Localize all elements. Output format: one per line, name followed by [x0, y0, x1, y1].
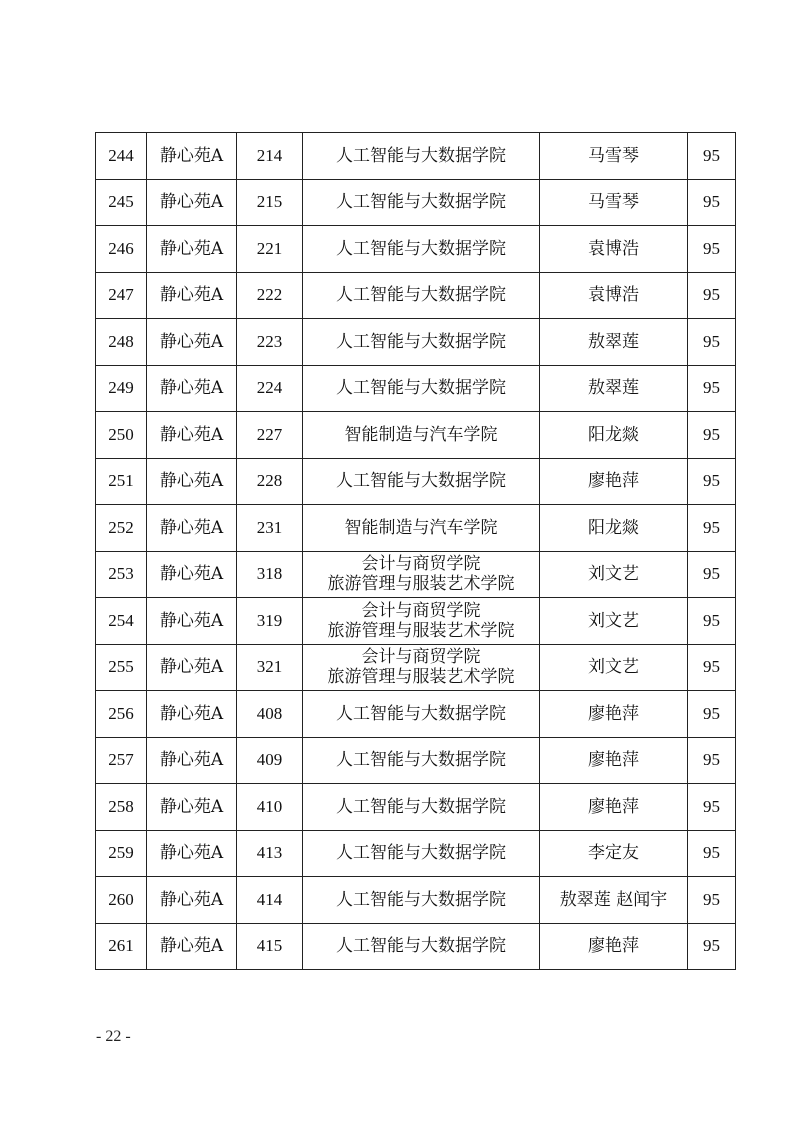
cell-building: 静心苑A	[147, 458, 237, 505]
cell-college	[303, 272, 540, 319]
cell-counselor: 马雪琴	[540, 133, 688, 180]
cell-building: 静心苑A	[147, 598, 237, 645]
cell-room: 319	[237, 598, 303, 645]
cell-college	[303, 830, 540, 877]
cell-college	[303, 737, 540, 784]
college-name: 旅游管理与服装艺术学院	[327, 620, 515, 641]
cell-building: 静心苑A	[147, 923, 237, 970]
cell-number: 250	[96, 412, 147, 459]
cell-counselor: 廖艳萍	[540, 691, 688, 738]
cell-room: 221	[237, 226, 303, 273]
college-name: 人工智能与大数据学院	[336, 285, 506, 306]
cell-building: 静心苑A	[147, 412, 237, 459]
cell-counselor: 敖翠莲	[540, 365, 688, 412]
cell-room: 227	[237, 412, 303, 459]
college-name: 人工智能与大数据学院	[336, 936, 506, 957]
cell-number: 248	[96, 319, 147, 366]
cell-building: 静心苑A	[147, 644, 237, 691]
table-row	[96, 644, 736, 691]
college-name: 旅游管理与服装艺术学院	[327, 667, 515, 688]
table-row	[96, 598, 736, 645]
cell-score: 95	[688, 505, 736, 552]
college-name: 人工智能与大数据学院	[336, 145, 506, 166]
cell-counselor: 廖艳萍	[540, 784, 688, 831]
cell-building: 静心苑A	[147, 179, 237, 226]
cell-room: 231	[237, 505, 303, 552]
cell-building: 静心苑A	[147, 830, 237, 877]
cell-counselor: 阳龙燚	[540, 412, 688, 459]
cell-score: 95	[688, 133, 736, 180]
cell-number: 252	[96, 505, 147, 552]
cell-score: 95	[688, 412, 736, 459]
cell-number: 261	[96, 923, 147, 970]
college-name: 人工智能与大数据学院	[336, 750, 506, 771]
cell-number: 257	[96, 737, 147, 784]
table-body	[96, 133, 736, 970]
cell-building: 静心苑A	[147, 551, 237, 598]
cell-college	[303, 691, 540, 738]
table-row	[96, 551, 736, 598]
cell-college	[303, 226, 540, 273]
cell-counselor: 刘文艺	[540, 551, 688, 598]
cell-room: 413	[237, 830, 303, 877]
cell-building: 静心苑A	[147, 691, 237, 738]
cell-building: 静心苑A	[147, 133, 237, 180]
college-name: 人工智能与大数据学院	[336, 331, 506, 352]
cell-score: 95	[688, 830, 736, 877]
college-name: 智能制造与汽车学院	[344, 424, 498, 445]
cell-room: 409	[237, 737, 303, 784]
cell-score: 95	[688, 458, 736, 505]
cell-room: 408	[237, 691, 303, 738]
cell-room: 214	[237, 133, 303, 180]
cell-score: 95	[688, 272, 736, 319]
cell-college	[303, 458, 540, 505]
cell-score: 95	[688, 737, 736, 784]
college-name: 会计与商贸学院	[361, 600, 481, 621]
cell-room: 215	[237, 179, 303, 226]
table-row	[96, 365, 736, 412]
college-name: 人工智能与大数据学院	[336, 703, 506, 724]
cell-building: 静心苑A	[147, 226, 237, 273]
cell-college	[303, 923, 540, 970]
table-row	[96, 412, 736, 459]
cell-college	[303, 179, 540, 226]
cell-score: 95	[688, 365, 736, 412]
cell-number: 249	[96, 365, 147, 412]
cell-college	[303, 365, 540, 412]
cell-college	[303, 877, 540, 924]
cell-counselor: 袁博浩	[540, 226, 688, 273]
college-name: 人工智能与大数据学院	[336, 889, 506, 910]
cell-room: 223	[237, 319, 303, 366]
cell-counselor: 马雪琴	[540, 179, 688, 226]
cell-number: 254	[96, 598, 147, 645]
table-row	[96, 319, 736, 366]
college-name: 会计与商贸学院	[361, 554, 481, 575]
cell-room: 410	[237, 784, 303, 831]
cell-building: 静心苑A	[147, 505, 237, 552]
cell-counselor: 阳龙燚	[540, 505, 688, 552]
college-name: 人工智能与大数据学院	[336, 843, 506, 864]
college-name: 智能制造与汽车学院	[344, 517, 498, 538]
cell-college	[303, 412, 540, 459]
cell-number: 259	[96, 830, 147, 877]
cell-college	[303, 644, 540, 691]
cell-score: 95	[688, 551, 736, 598]
table-row	[96, 691, 736, 738]
cell-number: 260	[96, 877, 147, 924]
college-name: 人工智能与大数据学院	[336, 796, 506, 817]
dormitory-score-table	[95, 132, 736, 970]
cell-building: 静心苑A	[147, 319, 237, 366]
cell-score: 95	[688, 784, 736, 831]
cell-college	[303, 598, 540, 645]
table-row	[96, 830, 736, 877]
cell-number: 256	[96, 691, 147, 738]
cell-score: 95	[688, 644, 736, 691]
table-row	[96, 133, 736, 180]
college-name: 人工智能与大数据学院	[336, 238, 506, 259]
cell-number: 255	[96, 644, 147, 691]
table-row	[96, 877, 736, 924]
cell-counselor: 敖翠莲 赵闻宇	[540, 877, 688, 924]
cell-score: 95	[688, 691, 736, 738]
cell-building: 静心苑A	[147, 737, 237, 784]
cell-building: 静心苑A	[147, 365, 237, 412]
cell-score: 95	[688, 877, 736, 924]
cell-score: 95	[688, 598, 736, 645]
cell-score: 95	[688, 226, 736, 273]
cell-room: 414	[237, 877, 303, 924]
cell-college	[303, 319, 540, 366]
table-row	[96, 737, 736, 784]
cell-number: 247	[96, 272, 147, 319]
cell-score: 95	[688, 923, 736, 970]
cell-building: 静心苑A	[147, 784, 237, 831]
cell-counselor: 刘文艺	[540, 644, 688, 691]
cell-number: 253	[96, 551, 147, 598]
cell-building: 静心苑A	[147, 272, 237, 319]
cell-room: 318	[237, 551, 303, 598]
cell-score: 95	[688, 319, 736, 366]
cell-counselor: 廖艳萍	[540, 923, 688, 970]
cell-room: 228	[237, 458, 303, 505]
cell-counselor: 廖艳萍	[540, 458, 688, 505]
cell-building: 静心苑A	[147, 877, 237, 924]
cell-college	[303, 133, 540, 180]
cell-number: 244	[96, 133, 147, 180]
cell-counselor: 敖翠莲	[540, 319, 688, 366]
cell-college	[303, 784, 540, 831]
cell-college	[303, 505, 540, 552]
cell-counselor: 袁博浩	[540, 272, 688, 319]
cell-room: 222	[237, 272, 303, 319]
table-row	[96, 505, 736, 552]
cell-counselor: 廖艳萍	[540, 737, 688, 784]
cell-number: 258	[96, 784, 147, 831]
college-name: 人工智能与大数据学院	[336, 471, 506, 492]
dormitory-score-table-wrapper	[95, 132, 735, 970]
cell-room: 415	[237, 923, 303, 970]
table-row	[96, 923, 736, 970]
table-row	[96, 458, 736, 505]
table-row	[96, 784, 736, 831]
cell-counselor: 刘文艺	[540, 598, 688, 645]
page-number: - 22 -	[96, 1028, 131, 1045]
cell-number: 251	[96, 458, 147, 505]
cell-counselor: 李定友	[540, 830, 688, 877]
college-name: 旅游管理与服装艺术学院	[327, 574, 515, 595]
cell-room: 321	[237, 644, 303, 691]
cell-number: 246	[96, 226, 147, 273]
college-name: 人工智能与大数据学院	[336, 378, 506, 399]
cell-college	[303, 551, 540, 598]
cell-room: 224	[237, 365, 303, 412]
cell-score: 95	[688, 179, 736, 226]
cell-number: 245	[96, 179, 147, 226]
college-name: 会计与商贸学院	[361, 647, 481, 668]
table-row	[96, 272, 736, 319]
table-row	[96, 179, 736, 226]
table-row	[96, 226, 736, 273]
college-name: 人工智能与大数据学院	[336, 192, 506, 213]
